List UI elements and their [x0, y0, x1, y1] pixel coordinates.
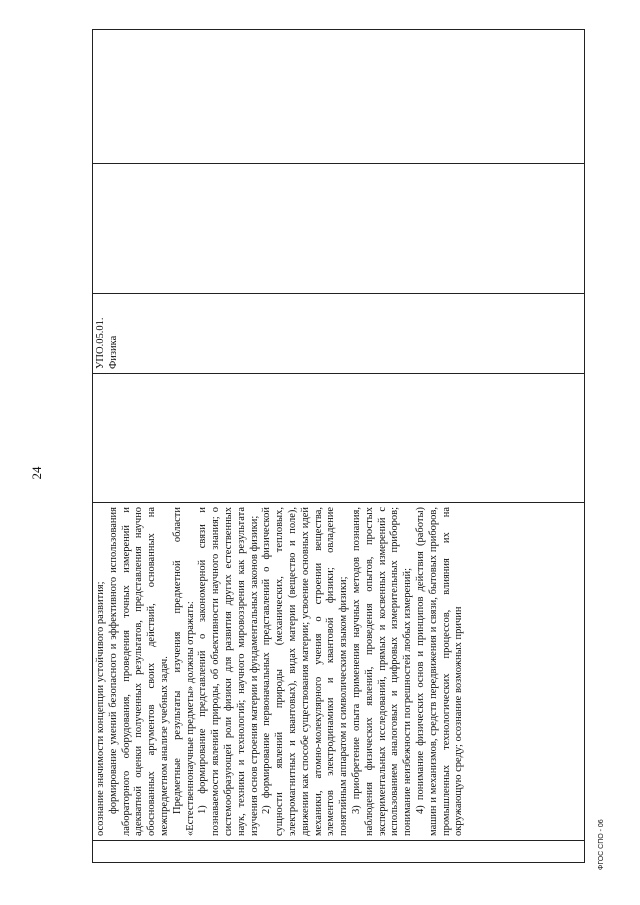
footer-code: ФГОС СПО - 06 — [598, 819, 605, 870]
cell-requirements — [93, 503, 585, 841]
subject-code: УПО.05.01. — [95, 317, 106, 369]
paragraph: 4) понимание физических основ и принципов действия (работы) машин и механизмов, средств передвижения и связи, бытовых приборов, промышленных технологических процессов, влияния их на окружающую среду; осознание возможных причин — [414, 507, 465, 836]
cell-col5 — [93, 164, 585, 294]
paragraph: Предметные результаты изучения предметной области «Естественнонаучные предметы» должны отражать: — [171, 507, 196, 836]
cell-col6 — [93, 30, 585, 164]
subject-name: Физика — [107, 335, 119, 369]
paragraph: формирование умений безопасного и эффективного использования лабораторного оборудования, проведения точных измерений и адекватной оценки полученных результатов, представления научно обоснованных аргументов своих действий, основанных на межпредметном анализе учебных задач. — [107, 507, 170, 836]
standards-table — [92, 29, 585, 863]
paragraph: 3) приобретение опыта применения научных методов познания, наблюдения физических явлений, проведения опытов, простых экспериментальных исследований, прямых и косвенных измерений с использованием аналоговых и цифровых измерительных приборов; понимание неизбежности погрешностей любых измерений; — [350, 507, 414, 836]
table-row — [93, 30, 585, 863]
paragraph: 1) формирование представлений о закономерной связи и познаваемости явлений природы, об объективности научного знания; о системообразующей роли физики для развития других естественных наук, техники и технологий; научного мировоззрения как результата изучения основ строения материи и фундаментальных законов физики; — [197, 507, 260, 836]
cell-col3 — [93, 374, 585, 503]
cell-col1 — [93, 841, 585, 863]
cell-subject — [93, 294, 585, 374]
rotated-table-container — [92, 30, 585, 863]
paragraph: осознание значимости концепции устойчивого развития; — [95, 581, 106, 836]
paragraph: 2) формирование первоначальных представлений о физической сущности явлений природы (механических, тепловых, электромагнитных и квантовых), видах материи (вещество и поле), движении как способе существования материи; усвоение основных идей механики, атомно-молекулярного учения о строении вещества, элементов электродинамики и квантовой физики; овладение понятийным аппаратом и символическим языком физики; — [261, 507, 350, 836]
page-number: 24 — [29, 466, 44, 480]
